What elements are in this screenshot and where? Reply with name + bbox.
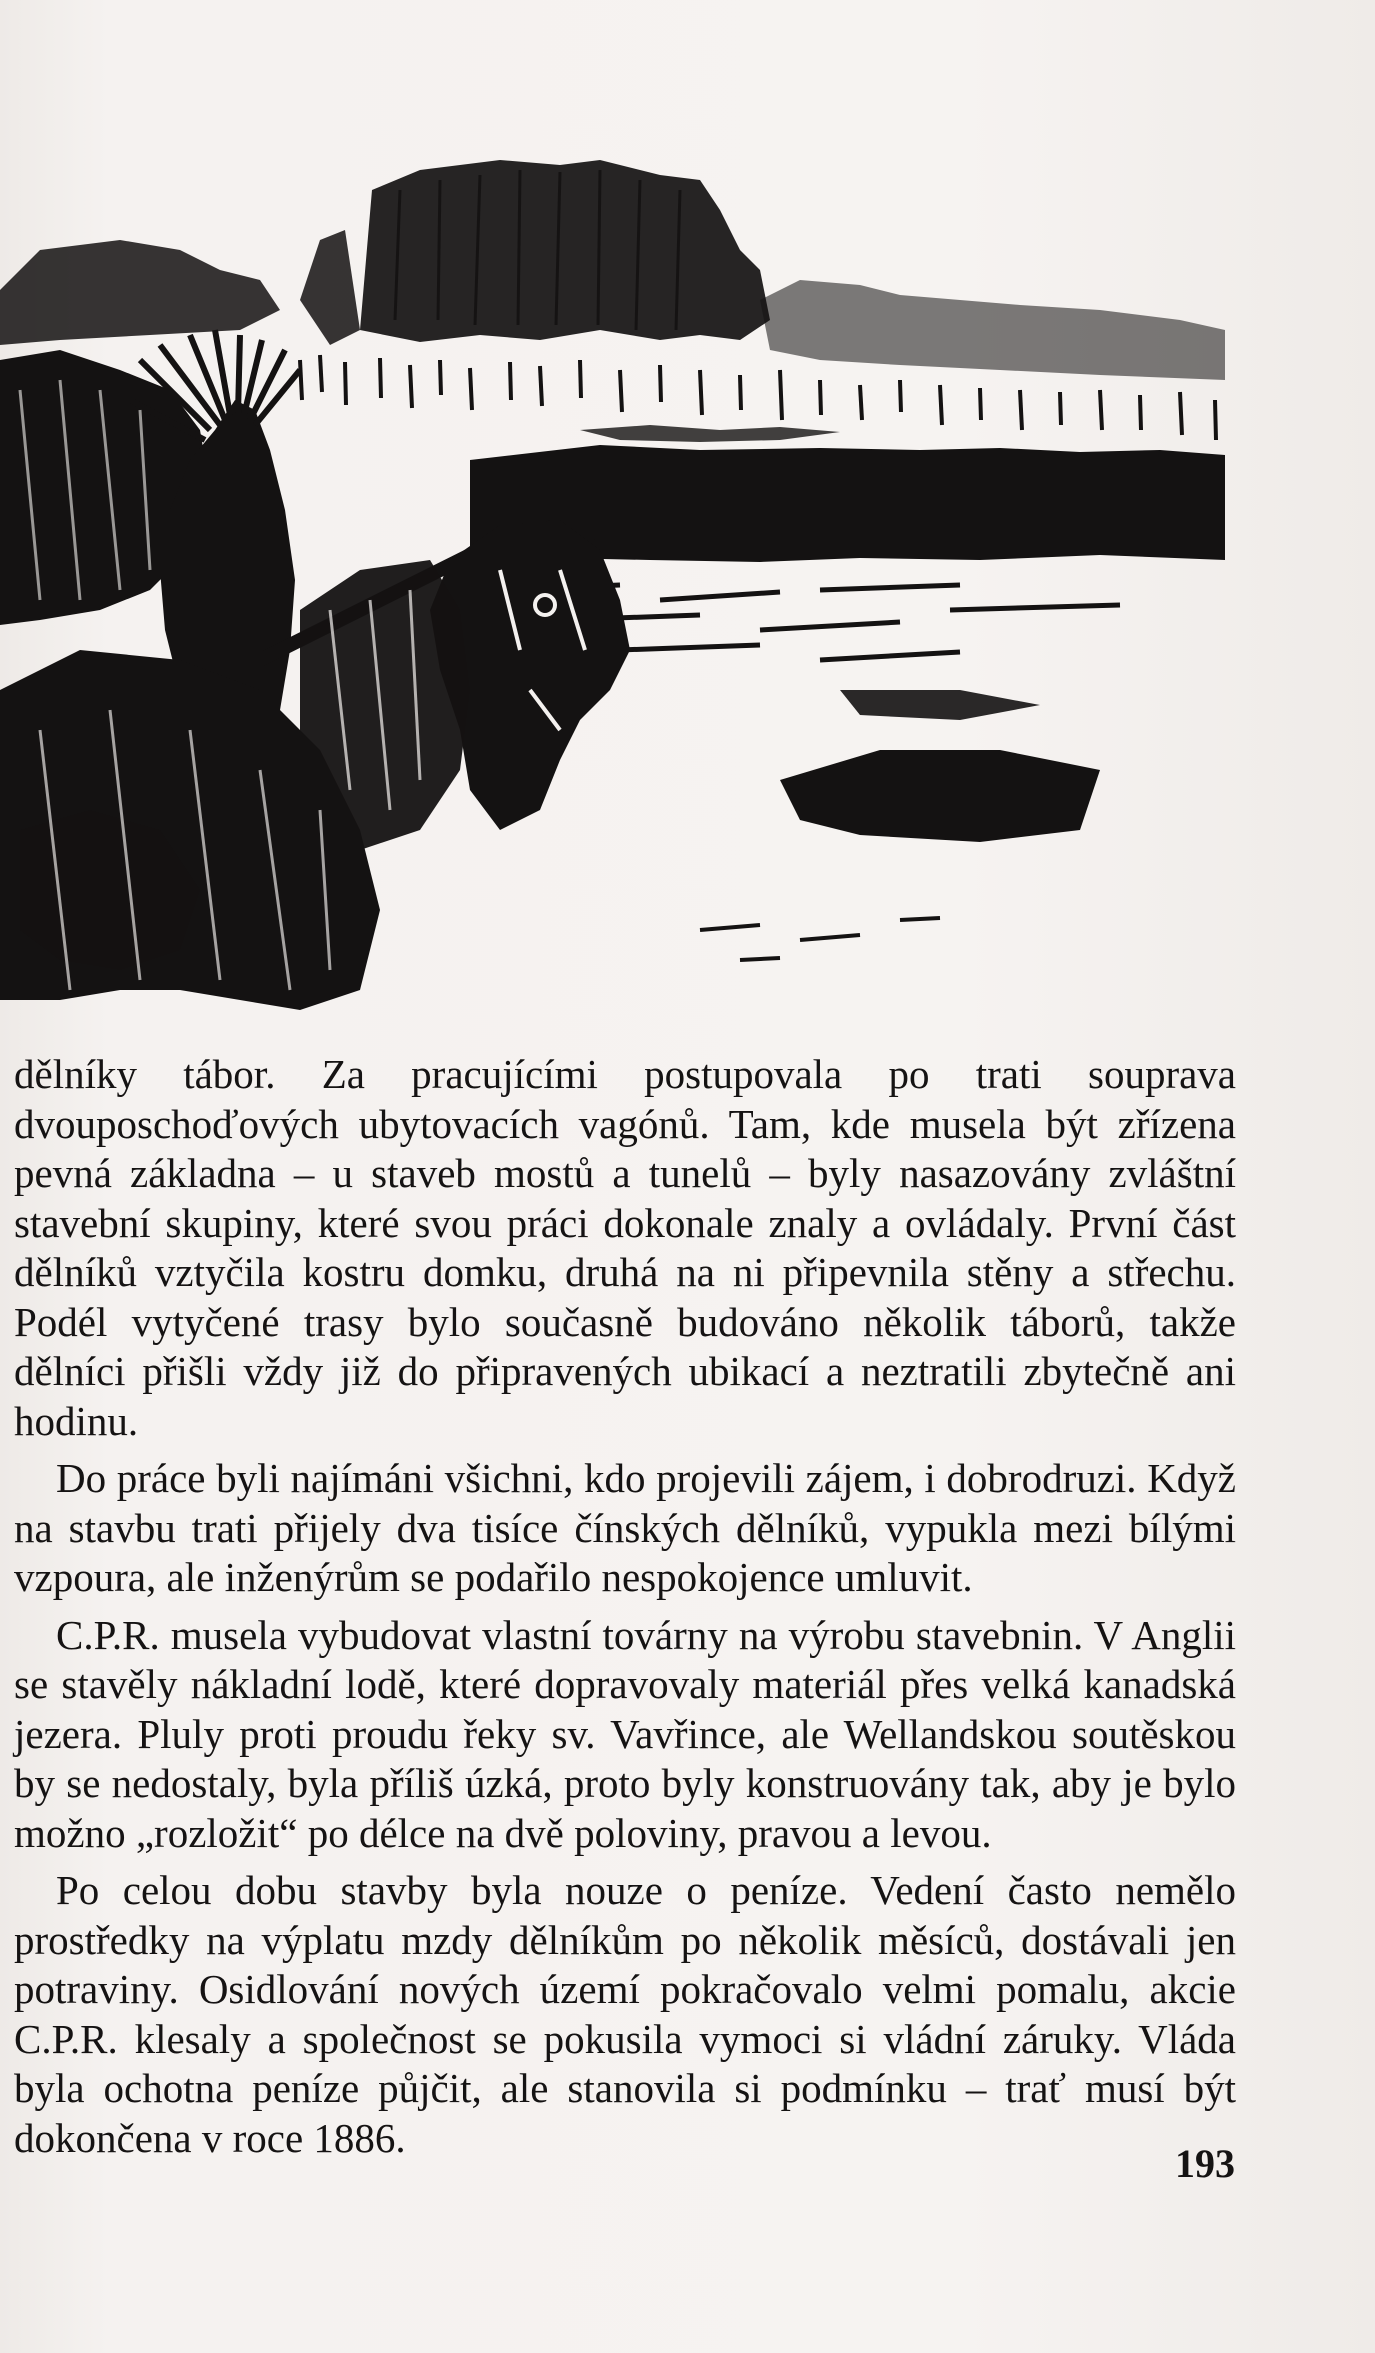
body-text — [14, 1050, 1236, 2163]
paragraph: C.P.R. musela vybudovat vlastní továrny na výrobu stavebnin. V Anglii se stavěly nákladní lodě, které dopravovaly materiál přes velká kanadská jezera. Pluly proti proudu řeky sv. Vavřince, ale Wellandskou soutěskou by se nedostaly, byla příliš úzká, proto byly konstruovány tak, aby je bylo možno „rozložit“ po délce na dvě poloviny, pravou a levou. — [14, 1611, 1236, 1856]
paragraph: dělníky tábor. Za pracujícími postupovala po trati souprava dvouposchoďových ubytovacích vagónů. Tam, kde musela být zřízena pevná základna – u staveb mostů a tunelů – byly nasazovány zvláštní stavební skupiny, které svou práci dokonale znaly a ovládaly. První část dělníků vztyčila kostru domku, druhá na ni připevnila stěny a střechu. Podél vytyčené trasy bylo současně budováno několik táborů, takže dělníci přišli vždy již do připravených ubikací a neztratili zbytečně ani hodinu. — [14, 1051, 1236, 1444]
illustration-rider-landscape — [0, 130, 1240, 1010]
page-number: 193 — [1175, 2141, 1235, 2186]
paragraph: Po celou dobu stavby byla nouze o peníze. Vedení často nemělo prostředky na výplatu mzdy dělníkům po několik měsíců, dostávali jen potraviny. Osidlování nových území pokračovalo velmi pomalu, akcie C.P.R. klesaly a společnost se pokusila vymoci si vládní záruky. Vláda byla ochotna peníze půjčit, ale stanovila si podmínku – trať musí být dokončena v roce 1886. — [14, 1867, 1236, 2161]
paragraph: Do práce byli najímáni všichni, kdo projevili zájem, i dobrodruzi. Když na stavbu trati přijely dva tisíce čínských dělníků, vypukla mezi bílými vzpoura, ale inženýrům se podařilo nespokojence umluvit. — [14, 1455, 1236, 1600]
ink-drawing-icon — [0, 130, 1240, 1010]
